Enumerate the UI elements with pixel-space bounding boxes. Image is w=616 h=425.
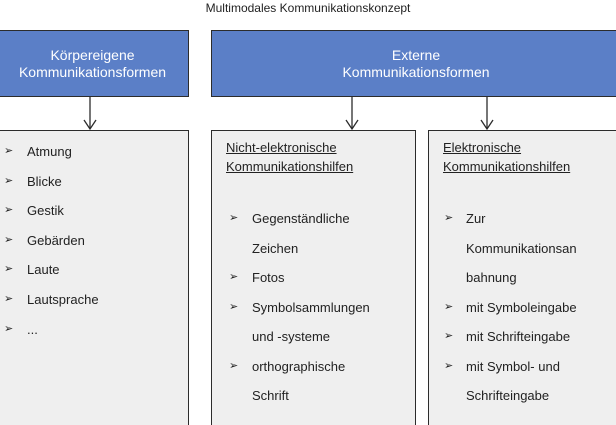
list-item-label: Laute bbox=[27, 262, 60, 278]
list-item-label: Gegenständliche bbox=[252, 211, 350, 226]
heading-nicht-elektronisch-line1: Nicht-elektronische bbox=[226, 140, 337, 155]
list-item-label: mit Symbol- und bbox=[466, 358, 560, 374]
list-item-label: und -systeme bbox=[252, 329, 331, 344]
bullet-icon: ➢ bbox=[4, 263, 14, 276]
list-item bbox=[229, 293, 370, 352]
list-item-label: Zeichen bbox=[252, 240, 299, 256]
list-nicht-elektronisch bbox=[229, 204, 370, 411]
list-item bbox=[4, 292, 99, 322]
list-item bbox=[4, 203, 99, 233]
bullet-icon: ➢ bbox=[444, 330, 454, 342]
list-item bbox=[4, 174, 99, 204]
list-elektronisch bbox=[444, 204, 577, 411]
header-externe-line2: Kommunikationsformen bbox=[342, 63, 490, 80]
bullet-icon: ➢ bbox=[444, 212, 454, 224]
bullet-icon: ➢ bbox=[229, 271, 239, 283]
bullet-icon: ➢ bbox=[4, 322, 14, 335]
list-item-label: Gestik bbox=[27, 203, 64, 219]
list-item bbox=[4, 262, 99, 292]
list-item bbox=[229, 263, 370, 293]
bullet-icon: ➢ bbox=[444, 359, 454, 372]
list-item bbox=[229, 352, 370, 411]
list-item-label: Blicke bbox=[27, 173, 62, 189]
list-item bbox=[229, 204, 370, 263]
list-item-label: Schrifteingabe bbox=[466, 388, 550, 403]
list-item-label: Fotos bbox=[252, 270, 285, 285]
heading-elektronisch-line2: Kommunikationshilfen bbox=[443, 159, 571, 174]
list-item-label: orthographische bbox=[252, 358, 346, 374]
list-item-label: Lautsprache bbox=[27, 291, 99, 307]
list-item-label: Gebärden bbox=[27, 232, 85, 248]
header-externe-line1: Externe bbox=[391, 46, 441, 63]
list-koerpereigene bbox=[4, 144, 99, 351]
bullet-icon: ➢ bbox=[4, 233, 14, 246]
list-item bbox=[4, 233, 99, 263]
bullet-icon: ➢ bbox=[4, 145, 14, 157]
list-item-label: Symbolsammlungen bbox=[252, 299, 370, 315]
list-item-label: bahnung bbox=[466, 270, 517, 285]
bullet-icon: ➢ bbox=[229, 359, 239, 372]
list-item bbox=[444, 293, 577, 323]
header-koerpereigene-line2: Kommunikationsformen bbox=[18, 63, 167, 80]
list-item-label: Schrift bbox=[252, 388, 289, 403]
bullet-icon: ➢ bbox=[4, 292, 14, 305]
diagram-title: Multimodales Kommunikationskonzept bbox=[205, 1, 411, 15]
list-item bbox=[444, 322, 577, 352]
list-item-label: Zur bbox=[466, 211, 486, 226]
bullet-icon: ➢ bbox=[4, 204, 14, 217]
list-item-label: Atmung bbox=[27, 144, 72, 159]
bullet-icon: ➢ bbox=[4, 174, 14, 187]
heading-nicht-elektronisch-line2: Kommunikationshilfen bbox=[226, 159, 354, 174]
bullet-icon: ➢ bbox=[444, 300, 454, 313]
list-item-label: Kommunikationsan bbox=[466, 240, 577, 256]
list-item bbox=[444, 204, 577, 293]
list-item bbox=[4, 144, 99, 174]
bullet-icon: ➢ bbox=[229, 300, 239, 313]
list-item bbox=[4, 322, 99, 352]
heading-elektronisch-line1: Elektronische bbox=[443, 140, 522, 155]
heading-elektronisch bbox=[443, 138, 570, 176]
list-item-label: ... bbox=[27, 321, 38, 337]
header-koerpereigene-line1: Körpereigene bbox=[50, 46, 135, 63]
list-item-label: mit Schrifteingabe bbox=[466, 329, 571, 344]
list-item-label: mit Symboleingabe bbox=[466, 299, 577, 315]
bullet-icon: ➢ bbox=[229, 212, 239, 224]
heading-nicht-elektronisch bbox=[226, 138, 353, 176]
list-item bbox=[444, 352, 577, 411]
